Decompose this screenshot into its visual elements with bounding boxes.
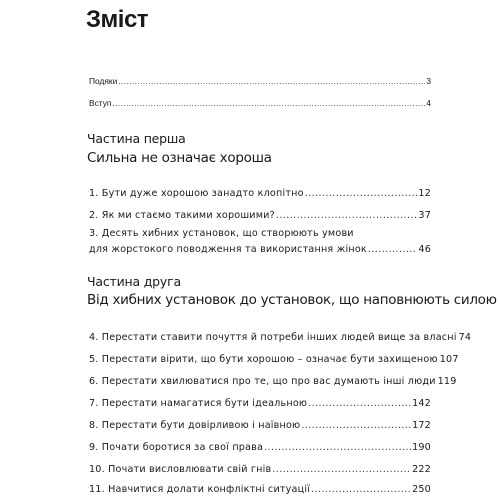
toc-page-number: 12 xyxy=(418,188,431,199)
toc-entry-label: 5. Перестати вірити, що бути хорошою – означає бути захищеною xyxy=(89,354,438,365)
toc-entry[interactable] xyxy=(89,420,431,432)
toc-entry[interactable] xyxy=(89,354,459,366)
toc-entry-label: 2. Як ми стаємо такими хорошими? xyxy=(89,210,275,221)
toc-entry[interactable] xyxy=(89,210,431,222)
toc-page-number: 37 xyxy=(418,210,431,221)
part-one-title: Сильна не означає хороша xyxy=(87,150,272,166)
dot-leader xyxy=(301,420,411,432)
toc-page-number: 190 xyxy=(412,442,431,453)
toc-entry[interactable] xyxy=(89,442,431,454)
page-title: Зміст xyxy=(86,6,149,33)
toc-page-number: 250 xyxy=(412,484,431,495)
toc-page-number: 119 xyxy=(437,376,457,387)
toc-entry[interactable] xyxy=(89,398,431,410)
toc-page-number: 222 xyxy=(412,464,431,475)
toc-entry-line1: 3. Десять хибних установок, що створюють умови xyxy=(89,228,354,239)
toc-page-number: 3 xyxy=(426,76,431,86)
toc-entry-acknowledgements[interactable] xyxy=(89,75,431,87)
toc-entry[interactable] xyxy=(89,244,431,256)
toc-entry[interactable] xyxy=(89,484,431,496)
dot-leader xyxy=(272,464,411,476)
toc-entry-label: 9. Почати боротися за свої права xyxy=(89,442,264,453)
toc-page-number: 142 xyxy=(412,398,431,409)
dot-leader xyxy=(276,210,417,222)
dot-leader xyxy=(264,442,411,454)
toc-entry[interactable] xyxy=(89,376,457,388)
toc-entry-label: 8. Перестати бути довірливою і наївною xyxy=(89,420,301,431)
toc-entry-label: 6. Перестати хвилюватися про те, що про вас думають інші люди xyxy=(89,376,436,387)
dot-leader xyxy=(308,398,411,410)
dot-leader xyxy=(112,97,425,109)
dot-leader xyxy=(311,484,411,496)
toc-entry-label: для жорстокого поводження та використання жінок xyxy=(89,244,367,255)
toc-entry-label: 4. Перестати ставити почуття й потреби інших людей вище за власні xyxy=(89,332,457,343)
toc-entry-label: 1. Бути дуже хорошою занадто клопітно xyxy=(89,188,304,199)
dot-leader xyxy=(368,244,417,256)
part-two-label: Частина друга xyxy=(87,274,181,289)
dot-leader xyxy=(305,188,418,200)
toc-page-number: 46 xyxy=(418,244,431,255)
toc-entry-label: 7. Перестати намагатися бути ідеальною xyxy=(89,398,308,409)
toc-entry[interactable] xyxy=(89,464,431,476)
toc-entry-introduction[interactable] xyxy=(89,97,431,109)
toc-page-number: 107 xyxy=(439,354,459,365)
toc-page-number: 4 xyxy=(426,98,431,108)
toc-entry[interactable] xyxy=(89,332,472,344)
dot-leader xyxy=(118,75,425,87)
part-one-label: Частина перша xyxy=(87,131,186,146)
toc-entry-label: Подяки xyxy=(89,76,118,86)
toc-entry-label: 10. Почати висловлювати свій гнів xyxy=(89,464,272,475)
toc-entry-label: Вступ xyxy=(89,98,112,108)
toc-page-number: 74 xyxy=(458,332,472,343)
part-two-title: Від хибних установок до установок, що наповнюють силою xyxy=(87,292,497,308)
toc-entry[interactable] xyxy=(89,188,431,200)
toc-entry-label: 11. Навчитися долати конфліктні ситуації xyxy=(89,484,311,495)
toc-page-number: 172 xyxy=(412,420,431,431)
